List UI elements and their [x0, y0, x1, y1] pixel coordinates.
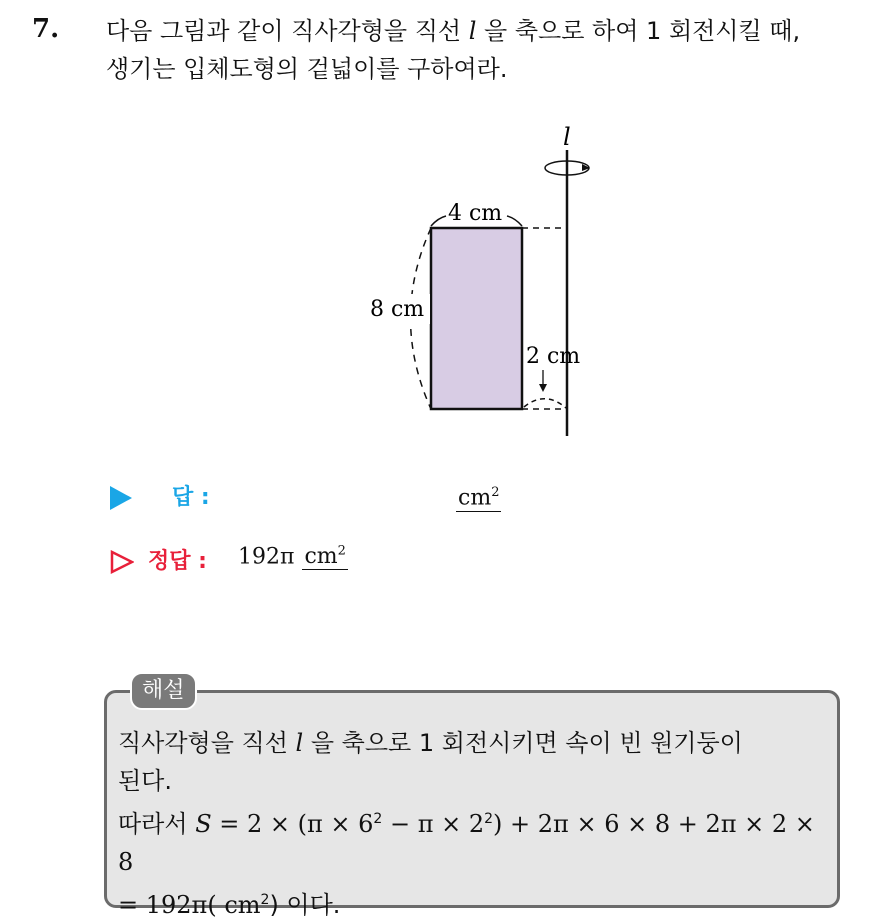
answer-label: 답 : — [172, 485, 210, 510]
solution-line-4: = 192π( $cm^2$) 이다. — [118, 891, 341, 919]
correct-answer-value: 192π $cm^2$ — [238, 544, 346, 570]
solution-text — [118, 724, 834, 924]
question-line-2: 생기는 입체도형의 겉넓이를 구하여라. — [106, 55, 508, 83]
axis-label: l — [563, 123, 571, 151]
question-text — [106, 12, 866, 88]
height-label: 8 cm — [370, 297, 425, 322]
solution-tag: 해설 — [130, 672, 197, 710]
rectangle-shape — [431, 228, 522, 409]
outline-triangle-icon — [110, 550, 134, 574]
correct-answer-unit: $cm^2$ — [304, 544, 346, 570]
solution-line-1: 직사각형을 직선 l 을 축으로 1 회전시키면 속이 빈 원기둥이 — [118, 729, 743, 757]
correct-answer-row — [110, 544, 510, 580]
question-line-1: 다음 그림과 같이 직사각형을 직선 l 을 축으로 하여 1 회전시킬 때, — [106, 17, 801, 45]
rotation-figure — [360, 118, 610, 448]
solution-line-3: 따라서 $S = 2 \times (\pi \times 6^2 - \pi \times 2^2) + 2\pi \times 6 \times 8 + 2\pi \times 2 \times 8$ — [118, 810, 815, 876]
gap-label: 2 cm — [526, 344, 581, 369]
answer-row — [110, 478, 530, 518]
width-label: 4 cm — [448, 201, 503, 226]
solution-line-2: 된다. — [118, 767, 172, 795]
correct-answer-label: 정답 : — [148, 549, 207, 574]
answer-unit: $cm^2$ — [456, 480, 501, 512]
play-triangle-icon — [110, 486, 132, 510]
question-number: 7. — [32, 14, 60, 44]
